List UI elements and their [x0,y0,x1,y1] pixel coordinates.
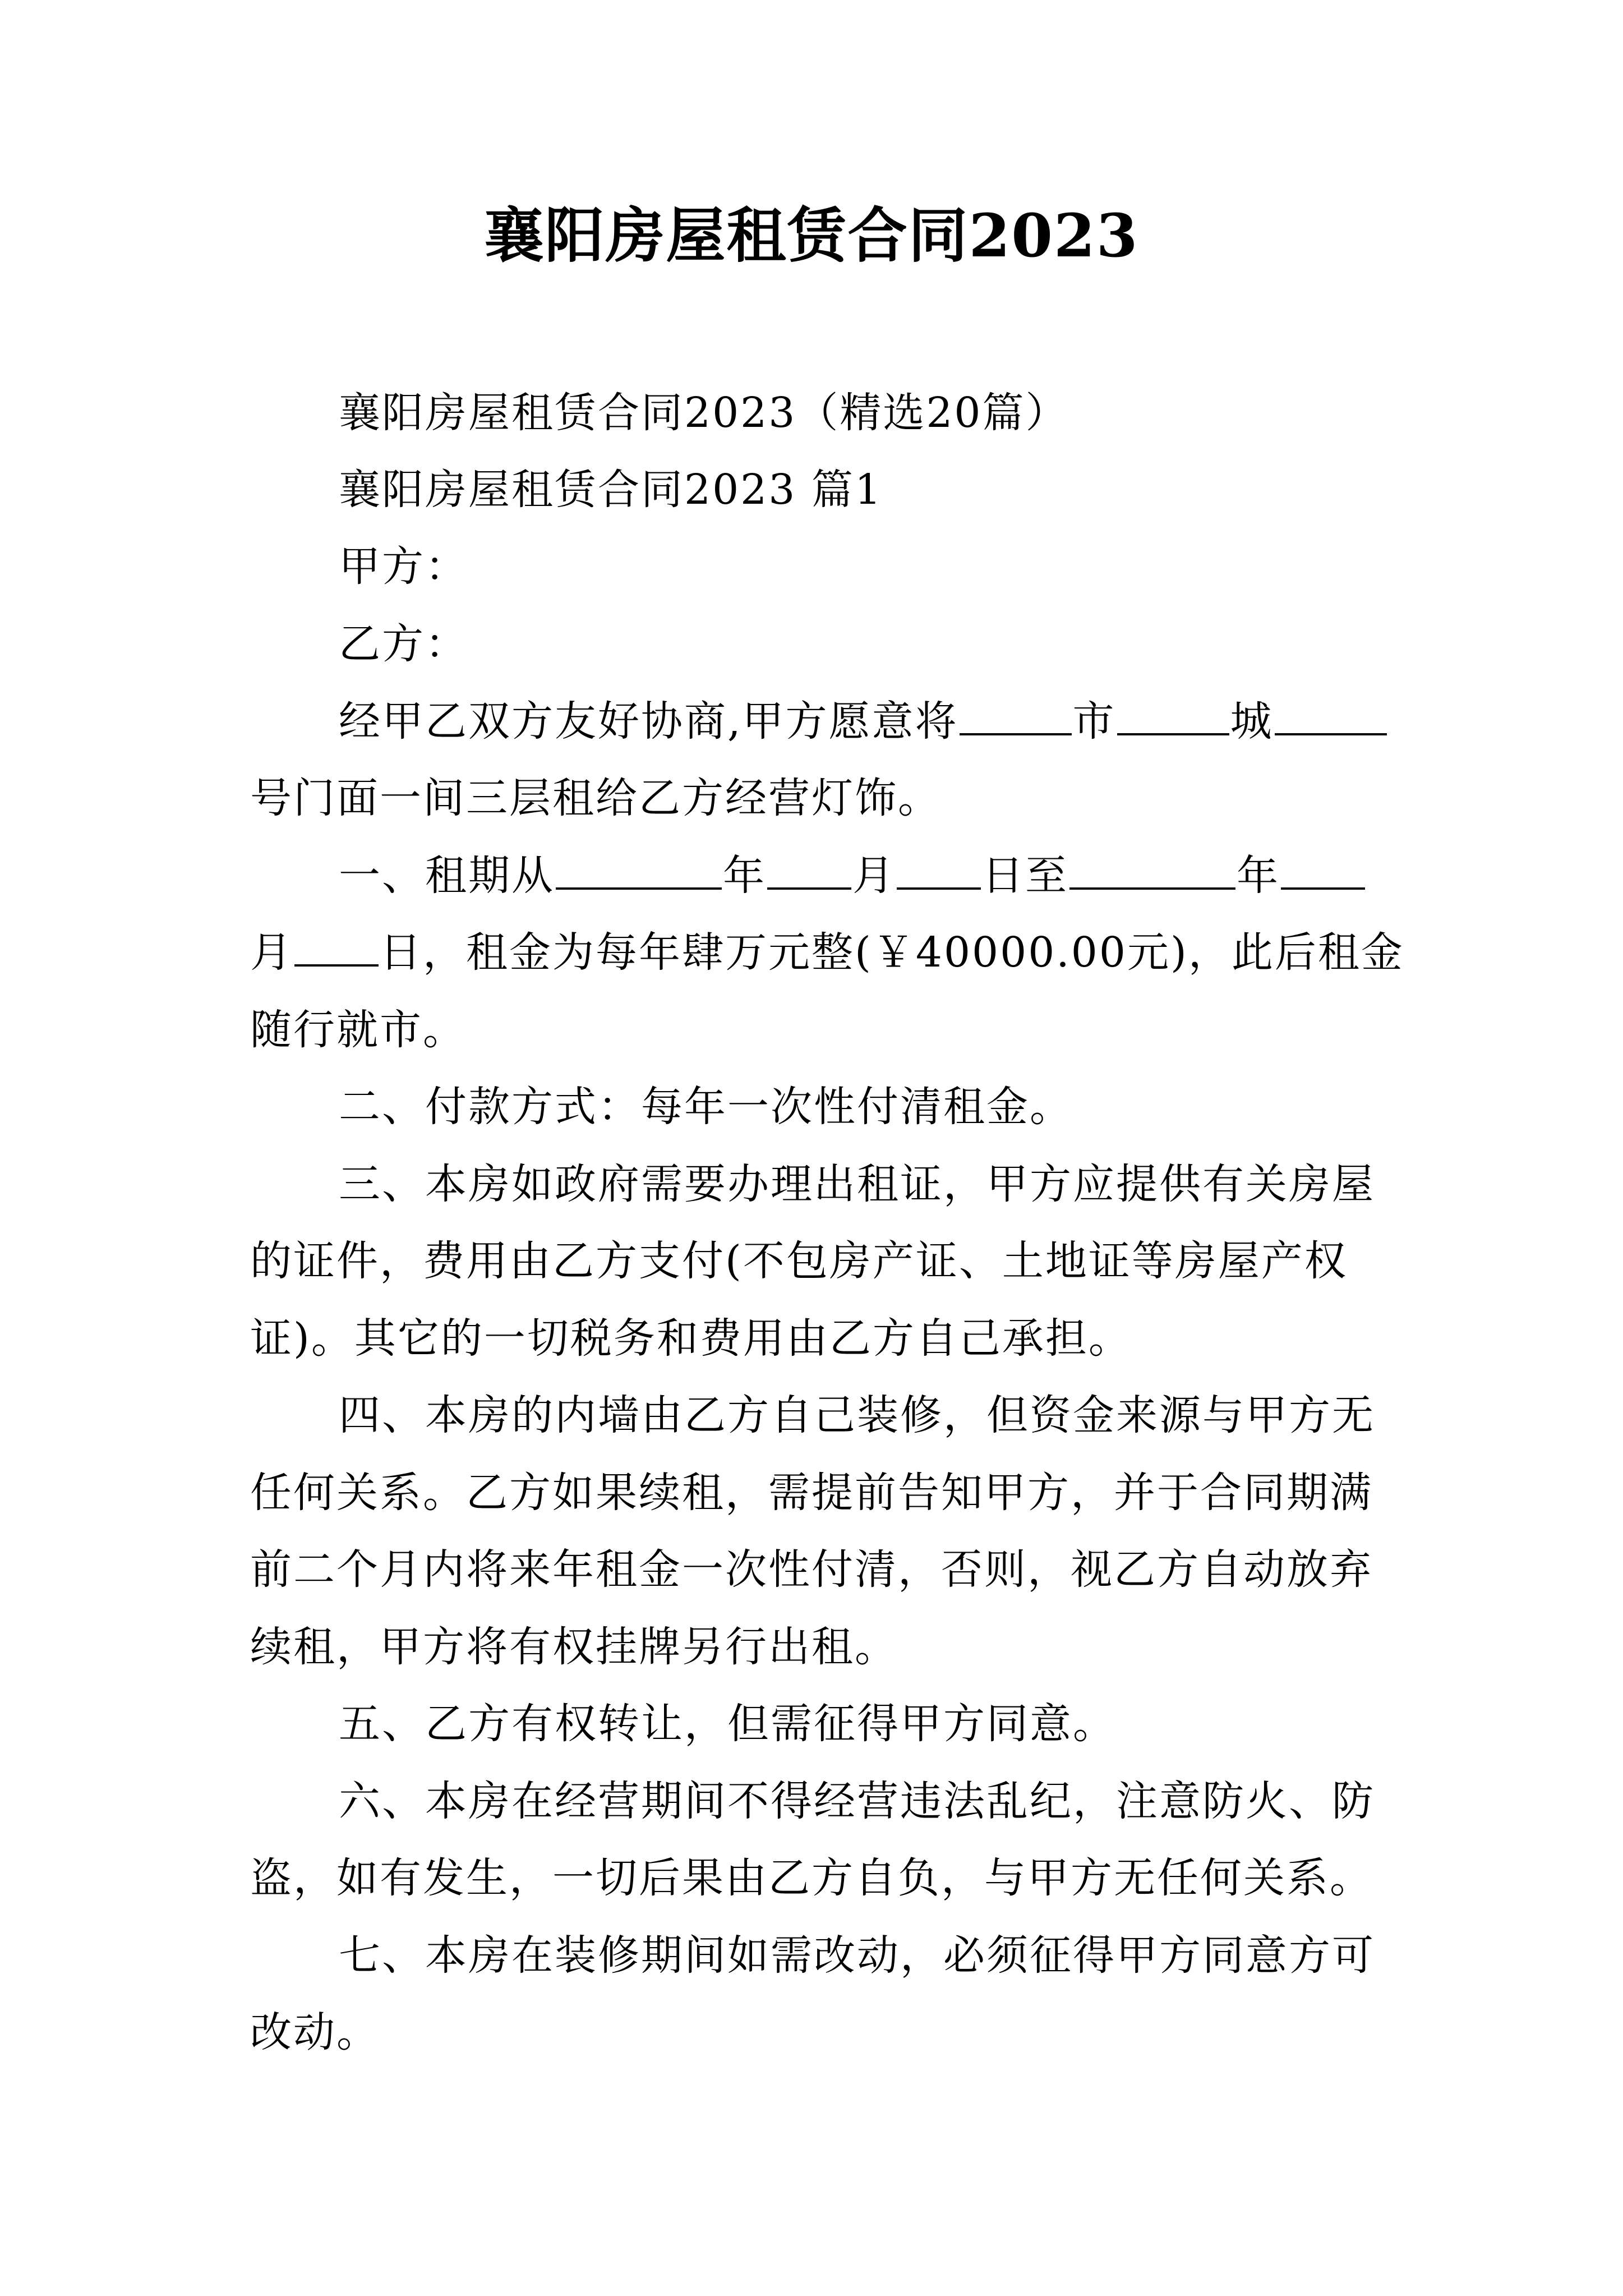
party-a-label: 甲方： [339,542,468,591]
intro-paragraph-line2: 号门面一间三层租给乙方经营灯饰。 [250,774,941,822]
clause4-line3: 前二个月内将来年租金一次性付清，否则，视乙方自动放弃 [250,1545,1373,1594]
blank-end-day [294,926,379,967]
clause4-line4: 续租，甲方将有权挂牌另行出租。 [250,1623,898,1671]
blank-start-month [767,849,851,890]
clause1-text-1: 一、租期从 [339,852,555,900]
intro-text-2: 市 [1072,697,1116,746]
clause3-line3: 证)。其它的一切税务和费用由乙方自己承担。 [250,1314,1132,1363]
clause3-line1: 三、本房如政府需要办理出租证，甲方应提供有关房屋 [339,1160,1375,1208]
clause4-line2: 任何关系。乙方如果续租，需提前告知甲方，并于合同期满 [250,1469,1373,1517]
blank-start-day [897,849,981,890]
blank-end-year [1069,849,1235,890]
intro-text-1: 经甲乙双方友好协商,甲方愿意将 [339,697,958,746]
clause1-text-4: 日至 [982,852,1068,900]
clause3-line2: 的证件，费用由乙方支付(不包房产证、土地证等房屋产权 [250,1237,1348,1285]
clause2: 二、付款方式：每年一次性付清租金。 [339,1083,1073,1131]
clause1-text-3: 月 [852,852,896,900]
document-title: 襄阳房屋租赁合同2023 [484,200,1139,270]
clause6-line1: 六、本房在经营期间不得经营违法乱纪，注意防火、防 [339,1777,1375,1825]
clause6-line2: 盗，如有发生，一切后果由乙方自负，与甲方无任何关系。 [250,1854,1373,1902]
clause1-text-6: 月 [250,928,293,977]
clause1-line3: 随行就市。 [250,1006,466,1054]
clause1-text-7: 日，租金为每年肆万元整(￥40000.00元)，此后租金 [380,928,1404,977]
clause1-text-5: 年 [1237,852,1280,900]
blank-city [960,695,1072,735]
blank-start-year [556,849,722,890]
clause4-line1: 四、本房的内墙由乙方自己装修，但资金来源与甲方无 [339,1391,1375,1439]
intro-paragraph-line1 [339,694,1388,748]
clause7-line2: 改动。 [250,2008,380,2056]
section-heading: 襄阳房屋租赁合同2023 篇1 [339,466,883,514]
clause1-line1 [339,849,1366,903]
document-subtitle: 襄阳房屋租赁合同2023（精选20篇） [339,389,1069,437]
clause5: 五、乙方有权转让，但需征得甲方同意。 [339,1700,1116,1748]
blank-end-month-start [1281,849,1365,890]
clause1-line2 [250,926,1404,979]
party-b-label: 乙方： [339,620,468,668]
clause1-text-2: 年 [723,852,766,900]
blank-district [1117,695,1229,735]
blank-number [1275,695,1387,735]
clause7-line1: 七、本房在装修期间如需改动，必须征得甲方同意方可 [339,1931,1375,1980]
intro-text-3: 城 [1230,697,1274,746]
